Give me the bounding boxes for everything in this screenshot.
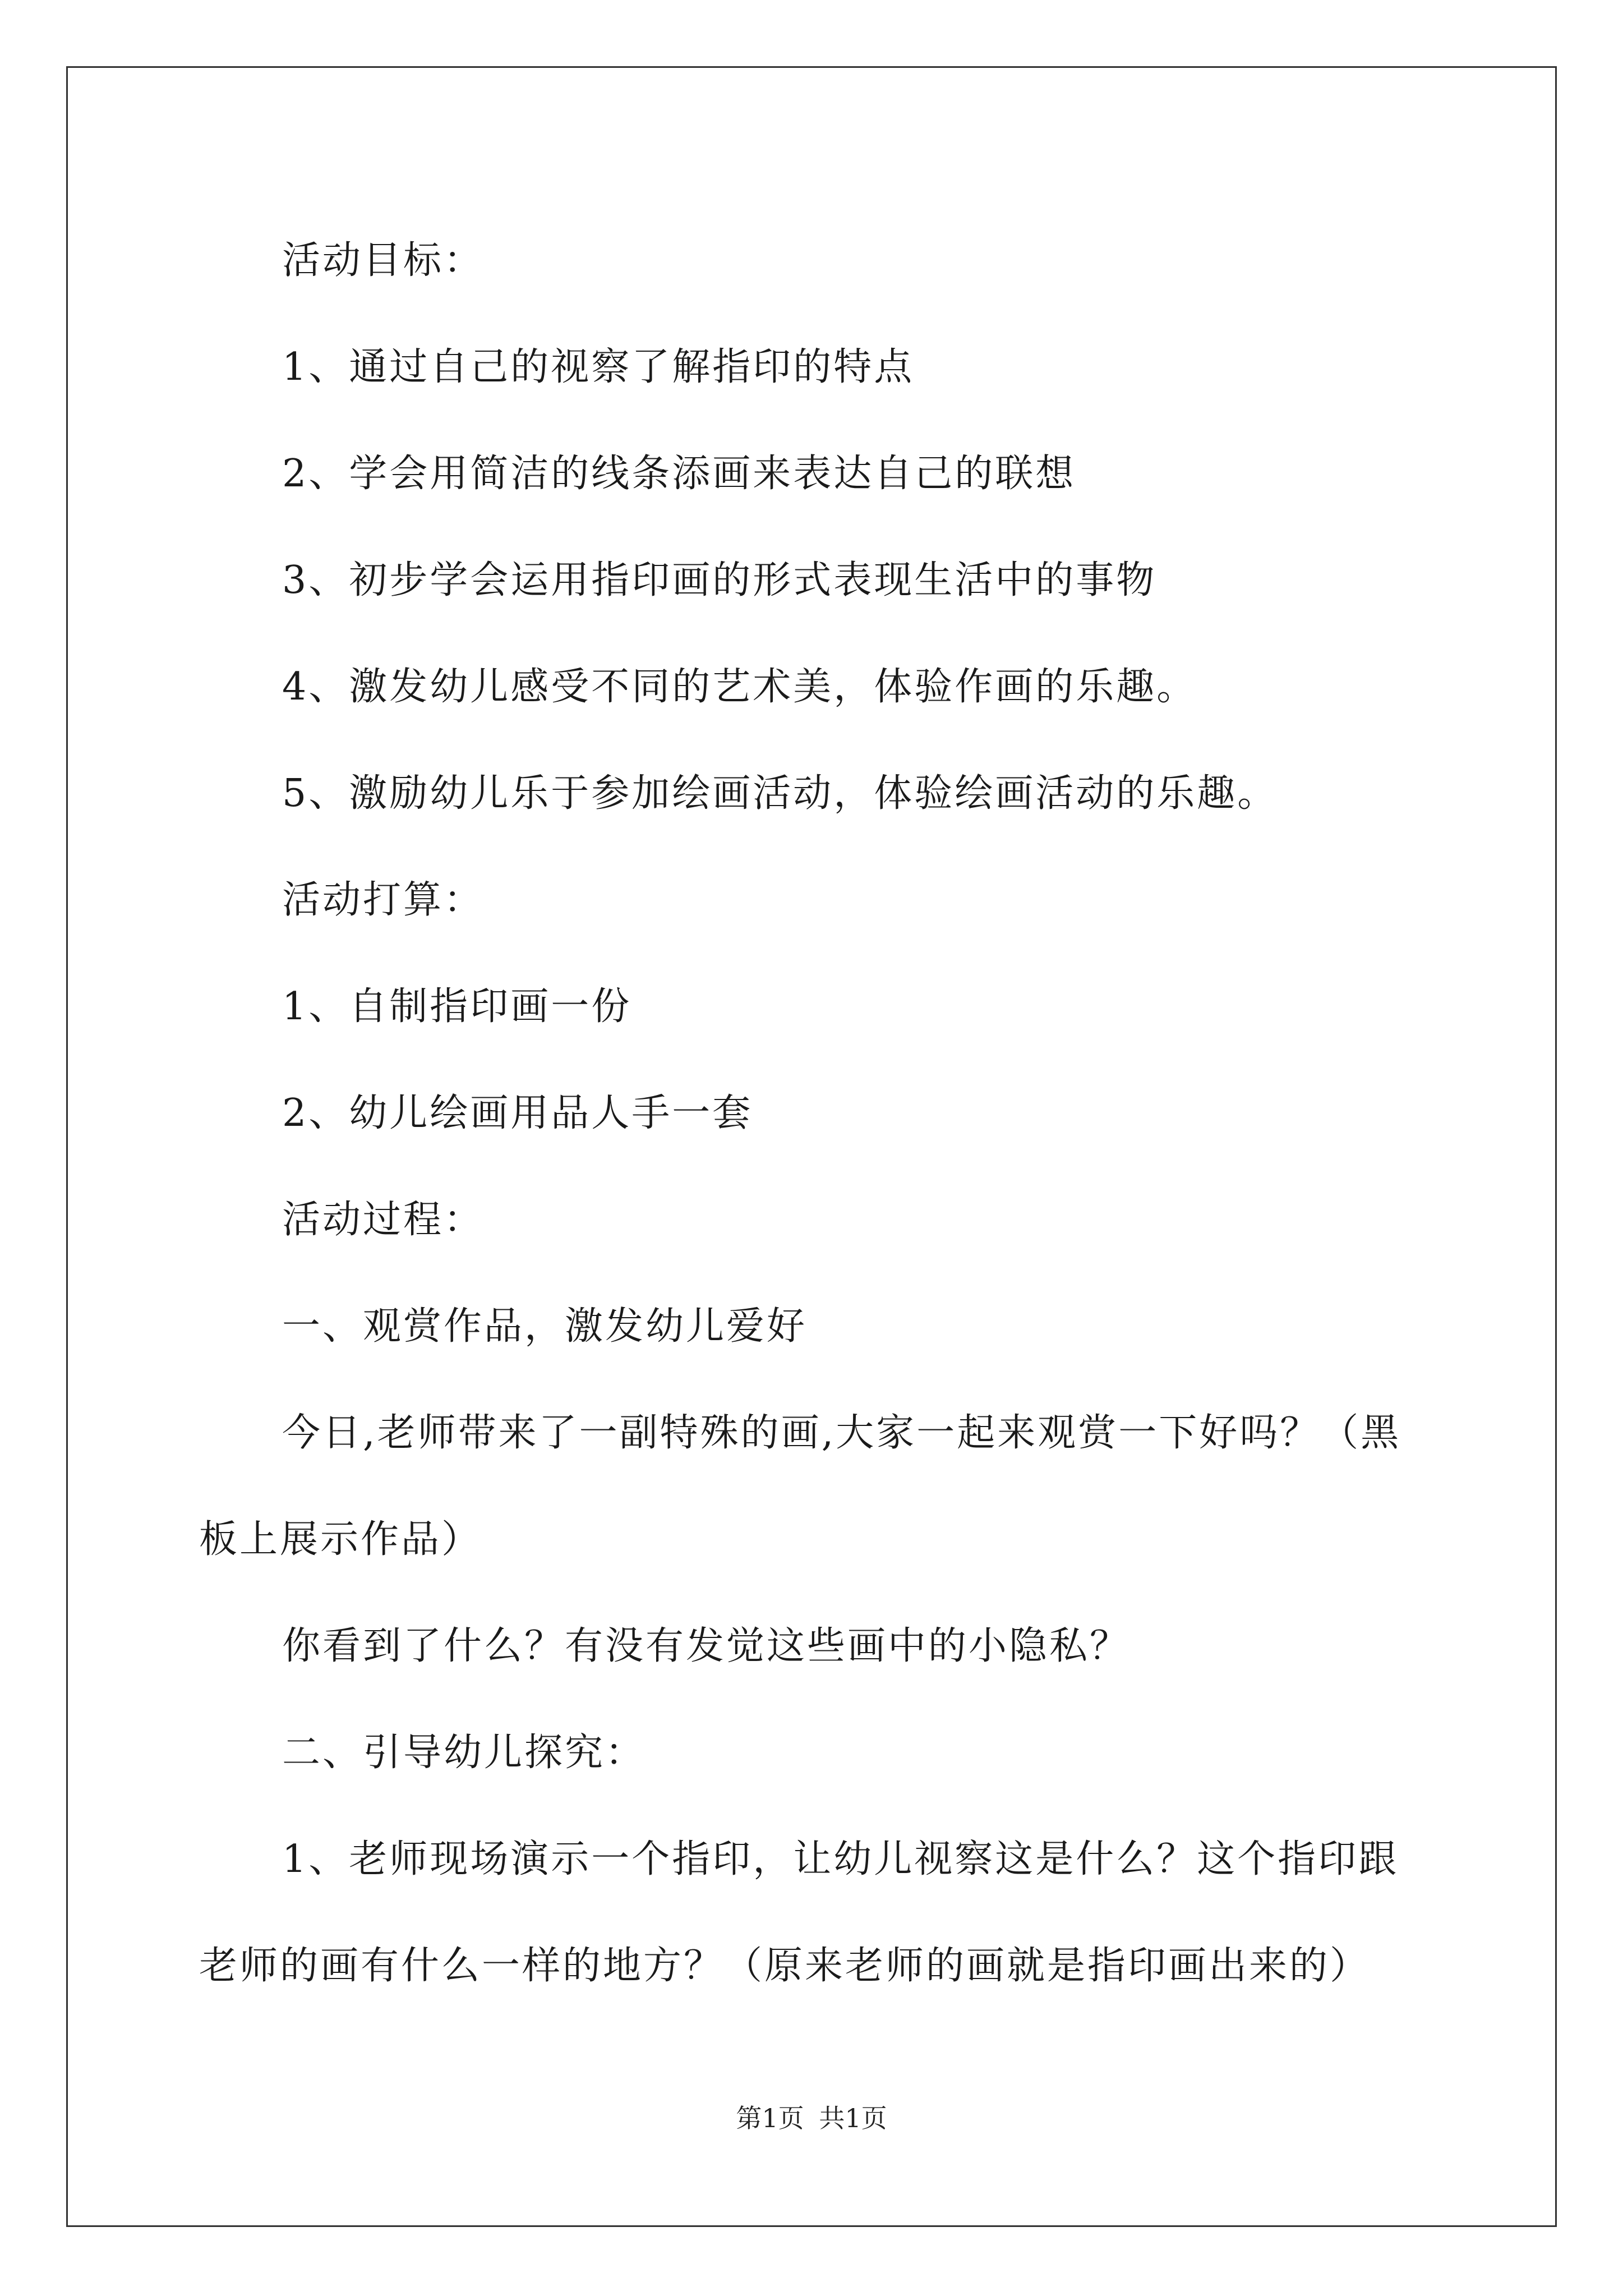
paragraph: 活动目标： xyxy=(282,238,485,283)
paragraph: 1、自制指印画一份 xyxy=(282,984,632,1029)
paragraph: 你看到了什么？有没有发觉这些画中的小隐私？ xyxy=(282,1624,1131,1668)
paragraph: 今日,老师带来了一副特殊的画,大家一起来观赏一下好吗？（黑板上展示作品） xyxy=(199,1411,1401,1562)
paragraph: 二、引导幼儿探究： xyxy=(282,1731,646,1775)
paragraph: 活动过程： xyxy=(282,1198,485,1242)
paragraph: 2、幼儿绘画用品人手一套 xyxy=(282,1091,753,1135)
paragraph: 活动打算： xyxy=(282,878,485,922)
paragraph: 1、老师现场演示一个指印，让幼儿视察这是什么？这个指印跟老师的画有什么一样的地方？（原来老师的画就是指印画出来的） xyxy=(199,1837,1399,1988)
paragraph: 3、初步学会运用指印画的形式表现生活中的事物 xyxy=(282,558,1157,602)
page-total: 共1页 xyxy=(819,2103,887,2133)
paragraph: 5、激励幼儿乐于参加绘画活动，体验绘画活动的乐趣。 xyxy=(282,771,1278,816)
paragraph: 2、学会用简洁的线条添画来表达自己的联想 xyxy=(282,452,1076,496)
paragraph: 1、通过自己的视察了解指印的特点 xyxy=(282,345,915,389)
document-body xyxy=(199,208,1436,2019)
paragraph: 一、观赏作品，激发幼儿爱好 xyxy=(282,1304,808,1349)
page-footer xyxy=(0,2098,1623,2135)
page-number: 第1页 xyxy=(736,2103,804,2133)
paragraph: 4、激发幼儿感受不同的艺术美，体验作画的乐趣。 xyxy=(282,665,1197,709)
